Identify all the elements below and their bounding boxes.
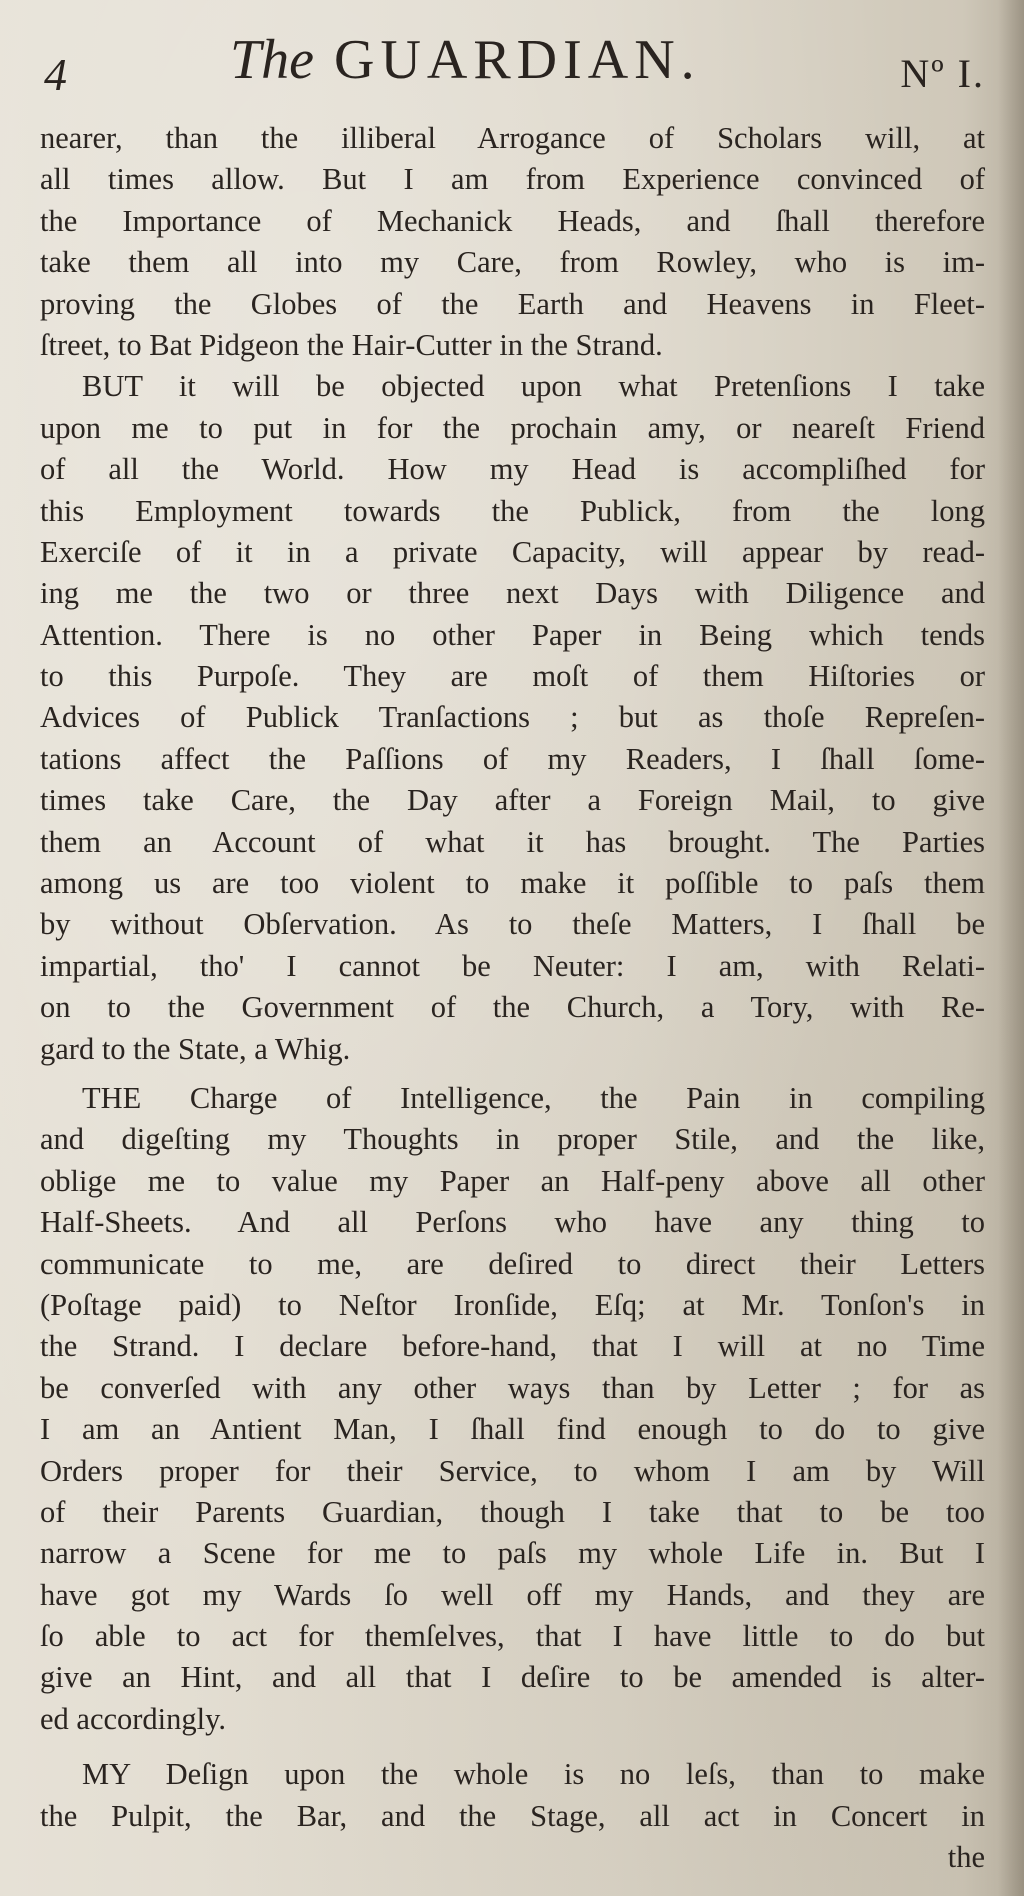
text-line: of all the World. How my Head is accompliſhed for <box>40 452 985 487</box>
text-line: tations affect the Paſſions of my Readers, I ſhall ſome- <box>40 741 985 776</box>
body-text <box>40 118 985 1878</box>
running-header <box>40 20 985 110</box>
text-line: oblige me to value my Paper an Half-peny above all other <box>40 1163 985 1198</box>
issue-number: Nº I. <box>900 51 985 96</box>
text-line: by without Obſervation. As to theſe Matters, I ſhall be <box>40 907 985 942</box>
text-line: proving the Globes of the Earth and Heavens in Fleet- <box>40 286 985 321</box>
text-line: Orders proper for their Service, to whom I am by Will <box>40 1453 985 1488</box>
text-line: and digeſting my Thoughts in proper Stile, and the like, <box>40 1122 985 1157</box>
text-line: Attention. There is no other Paper in Being which tends <box>40 617 985 652</box>
text-line: BUT it will be objected upon what Pretenſions I take <box>82 369 985 404</box>
text-line: communicate to me, are deſired to direct their Letters <box>40 1246 985 1281</box>
text-line: impartial, tho' I cannot be Neuter: I am, with Relati- <box>40 948 985 983</box>
text-line: ſo able to act for themſelves, that I have little to do but <box>40 1619 985 1654</box>
text-line: of their Parents Guardian, though I take that to be too <box>40 1494 985 1529</box>
text-line: THE Charge of Intelligence, the Pain in compiling <box>82 1080 985 1115</box>
text-line: Advices of Publick Tranſactions ; but as thoſe Repreſen- <box>40 700 985 735</box>
text-line: nearer, than the illiberal Arrogance of Scholars will, at <box>40 121 985 155</box>
text-line: ſtreet, to Bat Pidgeon the Hair-Cutter in the Strand. <box>40 327 663 362</box>
page-edge-shadow <box>998 0 1024 1896</box>
text-line: (Poſtage paid) to Neſtor Ironſide, Eſq; at Mr. Tonſon's in <box>40 1287 985 1322</box>
text-line: to this Purpoſe. They are moſt of them Hiſtories or <box>40 659 985 694</box>
catchword: the <box>947 1840 985 1875</box>
text-line: this Employment towards the Publick, from the long <box>40 493 985 528</box>
text-line: narrow a Scene for me to paſs my whole Life in. But I <box>40 1536 985 1571</box>
running-title <box>230 28 701 92</box>
text-line: ed accordingly. <box>40 1701 227 1736</box>
text-line: be converſed with any other ways than by Letter ; for as <box>40 1370 985 1405</box>
text-line: upon me to put in for the prochain amy, or neareſt Friend <box>40 410 985 445</box>
text-line: on to the Government of the Church, a Tory, with Re- <box>40 990 985 1025</box>
text-line: the Importance of Mechanick Heads, and ſhall therefore <box>40 203 985 238</box>
running-title-the: The <box>230 29 314 91</box>
text-line: give an Hint, and all that I deſire to be amended is alter- <box>40 1660 985 1695</box>
text-line: among us are too violent to make it poſſible to paſs them <box>40 866 985 901</box>
text-line: MY Deſign upon the whole is no leſs, than to make <box>82 1757 985 1792</box>
page-number: 4 <box>44 49 67 100</box>
text-line: the Pulpit, the Bar, and the Stage, all act in Concert in <box>40 1798 985 1833</box>
text-line: gard to the State, a Whig. <box>40 1031 351 1066</box>
running-title-main: GUARDIAN. <box>334 29 701 91</box>
text-line: Exerciſe of it in a private Capacity, will appear by read- <box>40 534 985 569</box>
text-line: ing me the two or three next Days with Diligence and <box>40 576 985 611</box>
text-line: Half-Sheets. And all Perſons who have any thing to <box>40 1205 985 1240</box>
text-line: the Strand. I declare before-hand, that I will at no Time <box>40 1329 985 1364</box>
text-line: have got my Wards ſo well off my Hands, and they are <box>40 1577 985 1612</box>
text-line: take them all into my Care, from Rowley, who is im- <box>40 245 985 280</box>
text-line: all times allow. But I am from Experience convinced of <box>40 162 985 197</box>
text-line: I am an Antient Man, I ſhall find enough to do to give <box>40 1412 985 1447</box>
text-line: times take Care, the Day after a Foreign Mail, to give <box>40 783 985 818</box>
text-line: them an Account of what it has brought. The Parties <box>40 824 985 859</box>
